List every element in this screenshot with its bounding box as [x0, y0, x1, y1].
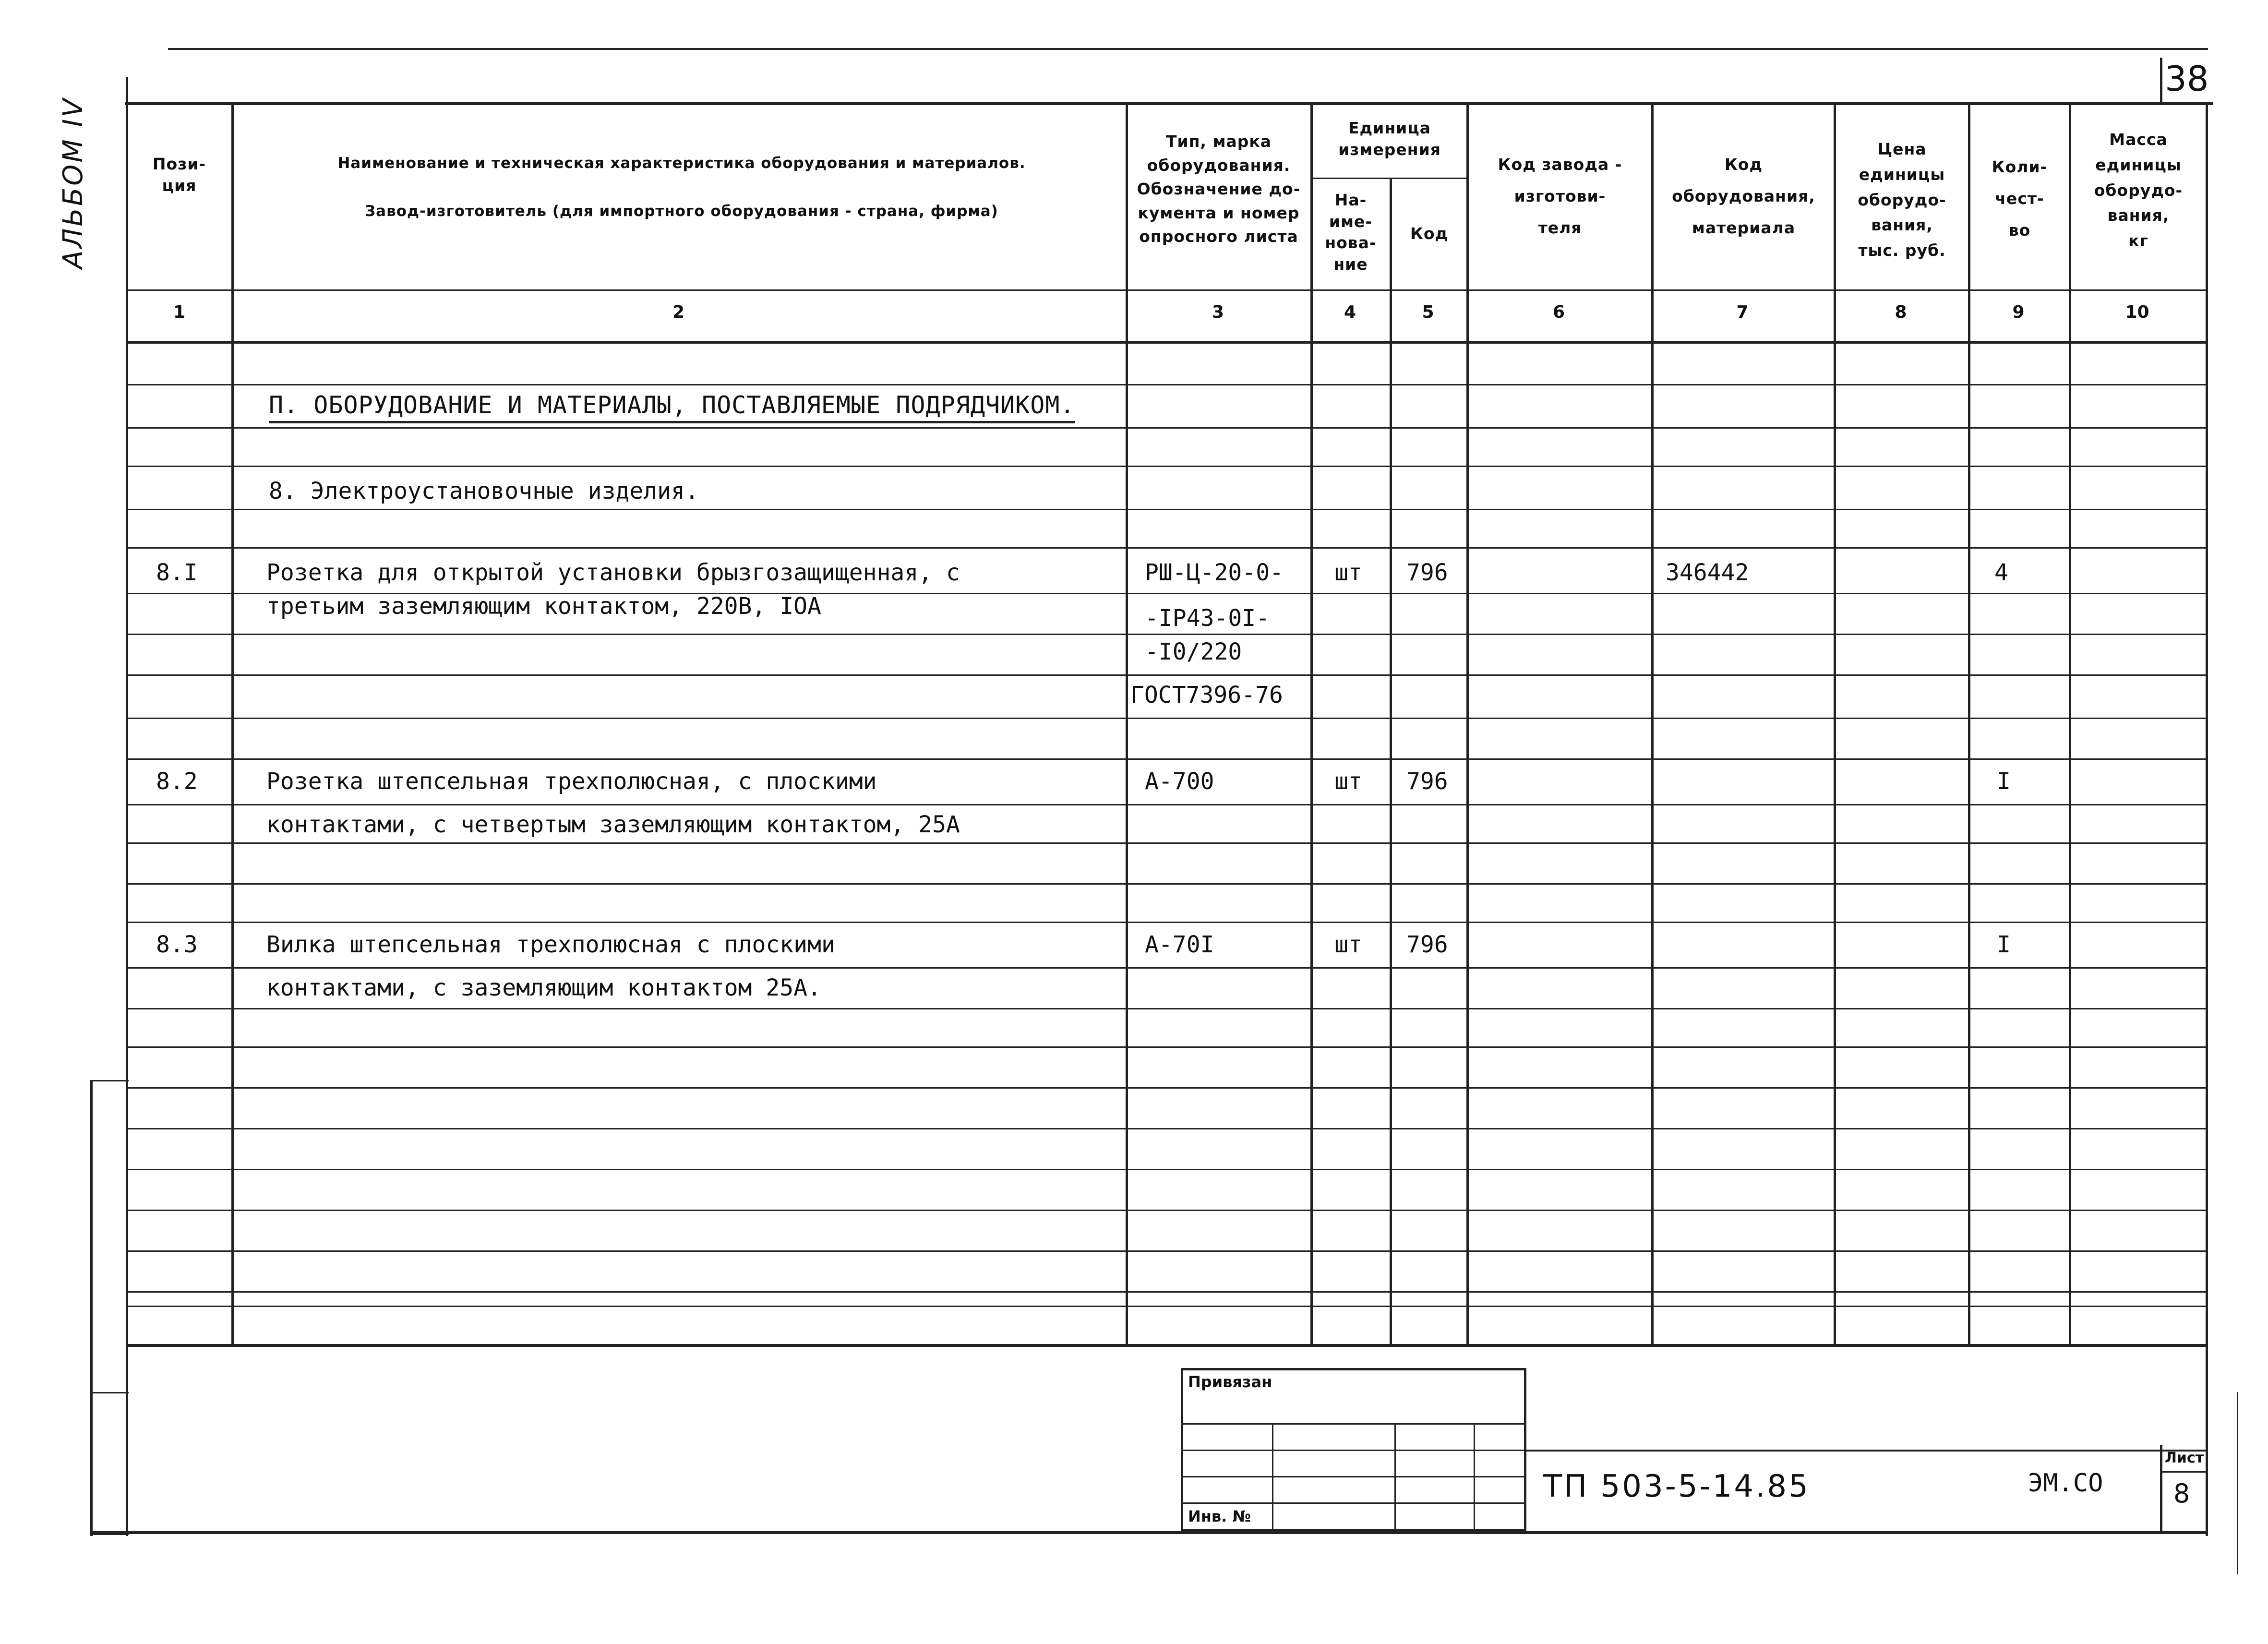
item-1-name-line1: Розетка для открытой установки брызгозащищенная, с — [266, 559, 960, 586]
col-divider-5 — [1466, 102, 1469, 1345]
row-line — [126, 1008, 2207, 1009]
header-quantity: Коли- чест- во — [1992, 157, 2048, 240]
col-number-9: 9 — [2012, 302, 2025, 322]
col-number-4: 4 — [1344, 302, 1356, 322]
left-margin-tick-2 — [90, 1392, 129, 1393]
row-line — [126, 1210, 2207, 1211]
header-factory-code: Код завода - изготови- теля — [1498, 155, 1622, 237]
col-numbers-bottom — [126, 341, 2207, 344]
item-1-unit-code: 796 — [1406, 559, 1448, 586]
row-line — [126, 1169, 2207, 1170]
item-1-type-line1: РШ-Ц-20-0- — [1145, 559, 1284, 586]
item-2-position: 8.2 — [156, 768, 198, 795]
frame-right — [2206, 102, 2208, 1536]
inventory-number-label: Инв. № — [1188, 1507, 1251, 1525]
item-3-quantity: I — [1997, 931, 2011, 958]
header-price: Цена единицы оборудо- вания, тыс. руб. — [1858, 140, 1946, 260]
item-1-quantity: 4 — [1994, 559, 2008, 586]
document-code: ТП 503-5-14.85 — [1543, 1469, 1810, 1504]
item-1-unit: шт — [1334, 559, 1362, 586]
table-top-border — [125, 102, 2213, 105]
item-3-unit-code: 796 — [1406, 931, 1448, 958]
row-line — [126, 547, 2207, 549]
sheet-code: ЭМ.СО — [2028, 1469, 2103, 1498]
col-number-10: 10 — [2125, 302, 2149, 322]
sheet-box-divider — [2160, 1471, 2207, 1473]
row-line — [126, 758, 2207, 760]
header-name-line2: Завод-изготовитель (для импортного оборудования - страна, фирма) — [365, 203, 998, 220]
top-border-line — [168, 48, 2208, 50]
item-3-unit: шт — [1334, 931, 1362, 958]
col-number-1: 1 — [173, 302, 186, 322]
doc-block-top — [1526, 1450, 2207, 1452]
row-line — [126, 1046, 2207, 1048]
item-2-type-line1: А-700 — [1145, 768, 1214, 795]
item-2-quantity: I — [1997, 768, 2011, 795]
item-1-type-line4: ГОСТ7396-76 — [1130, 682, 1283, 708]
row-line — [126, 1306, 2207, 1307]
header-equipment-code: Код оборудования, материала — [1672, 155, 1815, 237]
item-3-type-line1: А-70I — [1145, 931, 1214, 958]
col-divider-2 — [1126, 102, 1128, 1345]
binding-label: Привязан — [1188, 1373, 1272, 1391]
table-bottom-border — [126, 1344, 2207, 1347]
item-1-equipment-code: 346442 — [1666, 559, 1749, 586]
row-line — [126, 718, 2207, 719]
sheet-label: Лист — [2165, 1450, 2204, 1466]
subsection-title: 8. Электроустановочные изделия. — [269, 478, 699, 504]
item-3-name-line2: контактами, с заземляющим контактом 25А. — [266, 974, 821, 1001]
left-margin-line-outer — [90, 1080, 93, 1536]
corner-box-left — [2160, 58, 2162, 103]
header-name-line1: Наименование и техническая характеристика оборудования и материалов. — [337, 155, 1026, 172]
row-line — [126, 634, 2207, 635]
row-line — [126, 1087, 2207, 1089]
row-line — [126, 1291, 2207, 1293]
col-divider-3 — [1310, 102, 1313, 1345]
row-line — [126, 509, 2207, 510]
frame-bottom — [90, 1531, 2207, 1534]
corner-sheet-number: 38 — [2165, 59, 2209, 99]
col-number-2: 2 — [672, 302, 685, 322]
scan-edge-mark — [2237, 1392, 2238, 1574]
row-line — [126, 427, 2207, 429]
binding-stamp-vline-1 — [1272, 1423, 1273, 1531]
item-3-name-line1: Вилка штепсельная трехполюсная с плоскими — [266, 931, 835, 958]
header-unit-name: На- име- нова- ние — [1325, 191, 1377, 274]
sheet-box-left — [2160, 1445, 2162, 1534]
header-unit-group: Единица измерения — [1338, 119, 1441, 159]
row-line — [126, 466, 2207, 467]
col-divider-8 — [1968, 102, 1970, 1345]
col-number-7: 7 — [1736, 302, 1749, 322]
item-2-unit-code: 796 — [1406, 768, 1448, 795]
col-number-6: 6 — [1552, 302, 1565, 322]
left-margin-tick-1 — [90, 1080, 129, 1081]
row-line — [126, 883, 2207, 885]
col-divider-6 — [1651, 102, 1654, 1345]
frame-left — [126, 77, 128, 1536]
col-number-8: 8 — [1895, 302, 1907, 322]
item-2-name-line1: Розетка штепсельная трехполюсная, с плоскими — [266, 768, 877, 795]
album-label: АЛЬБОМ IV — [58, 96, 89, 269]
col-number-3: 3 — [1212, 302, 1224, 322]
col-divider-1 — [231, 102, 234, 1345]
item-3-position: 8.3 — [156, 931, 198, 958]
header-mass: Масса единицы оборудо- вания, кг — [2094, 130, 2183, 251]
item-2-unit: шт — [1334, 768, 1362, 795]
item-1-position: 8.I — [156, 559, 198, 586]
item-1-type-line3: -I0/220 — [1145, 638, 1242, 665]
row-line — [126, 1128, 2207, 1129]
header-unit-code: Код — [1410, 224, 1449, 243]
section-title: П. ОБОРУДОВАНИЕ И МАТЕРИАЛЫ, ПОСТАВЛЯЕМЫЕ ПОДРЯДЧИКОМ. — [269, 391, 1075, 423]
row-line — [126, 1250, 2207, 1252]
header-type: Тип, марка оборудования. Обозначение до- кумента и номер опросного листа — [1137, 132, 1301, 246]
row-line — [126, 804, 2207, 805]
row-line — [126, 674, 2207, 676]
row-line — [126, 384, 2207, 385]
sheet-number: 8 — [2173, 1478, 2190, 1509]
col-divider-4 — [1390, 178, 1392, 1345]
item-1-name-line2: третьим заземляющим контактом, 220В, IOA — [266, 593, 821, 620]
row-line — [126, 842, 2207, 844]
unit-group-divider — [1310, 178, 1466, 179]
binding-stamp-vline-3 — [1474, 1423, 1475, 1531]
header-position: Пози- ция — [152, 155, 206, 195]
item-2-name-line2: контактами, с четвертым заземляющим контактом, 25А — [266, 811, 960, 838]
col-divider-7 — [1834, 102, 1836, 1345]
item-1-type-line2: -IP43-0I- — [1145, 605, 1270, 632]
binding-stamp-vline-2 — [1394, 1423, 1396, 1531]
row-line — [126, 922, 2207, 923]
col-numbers-top — [126, 289, 2207, 291]
col-number-5: 5 — [1422, 302, 1434, 322]
col-divider-9 — [2069, 102, 2071, 1345]
row-line — [126, 967, 2207, 969]
